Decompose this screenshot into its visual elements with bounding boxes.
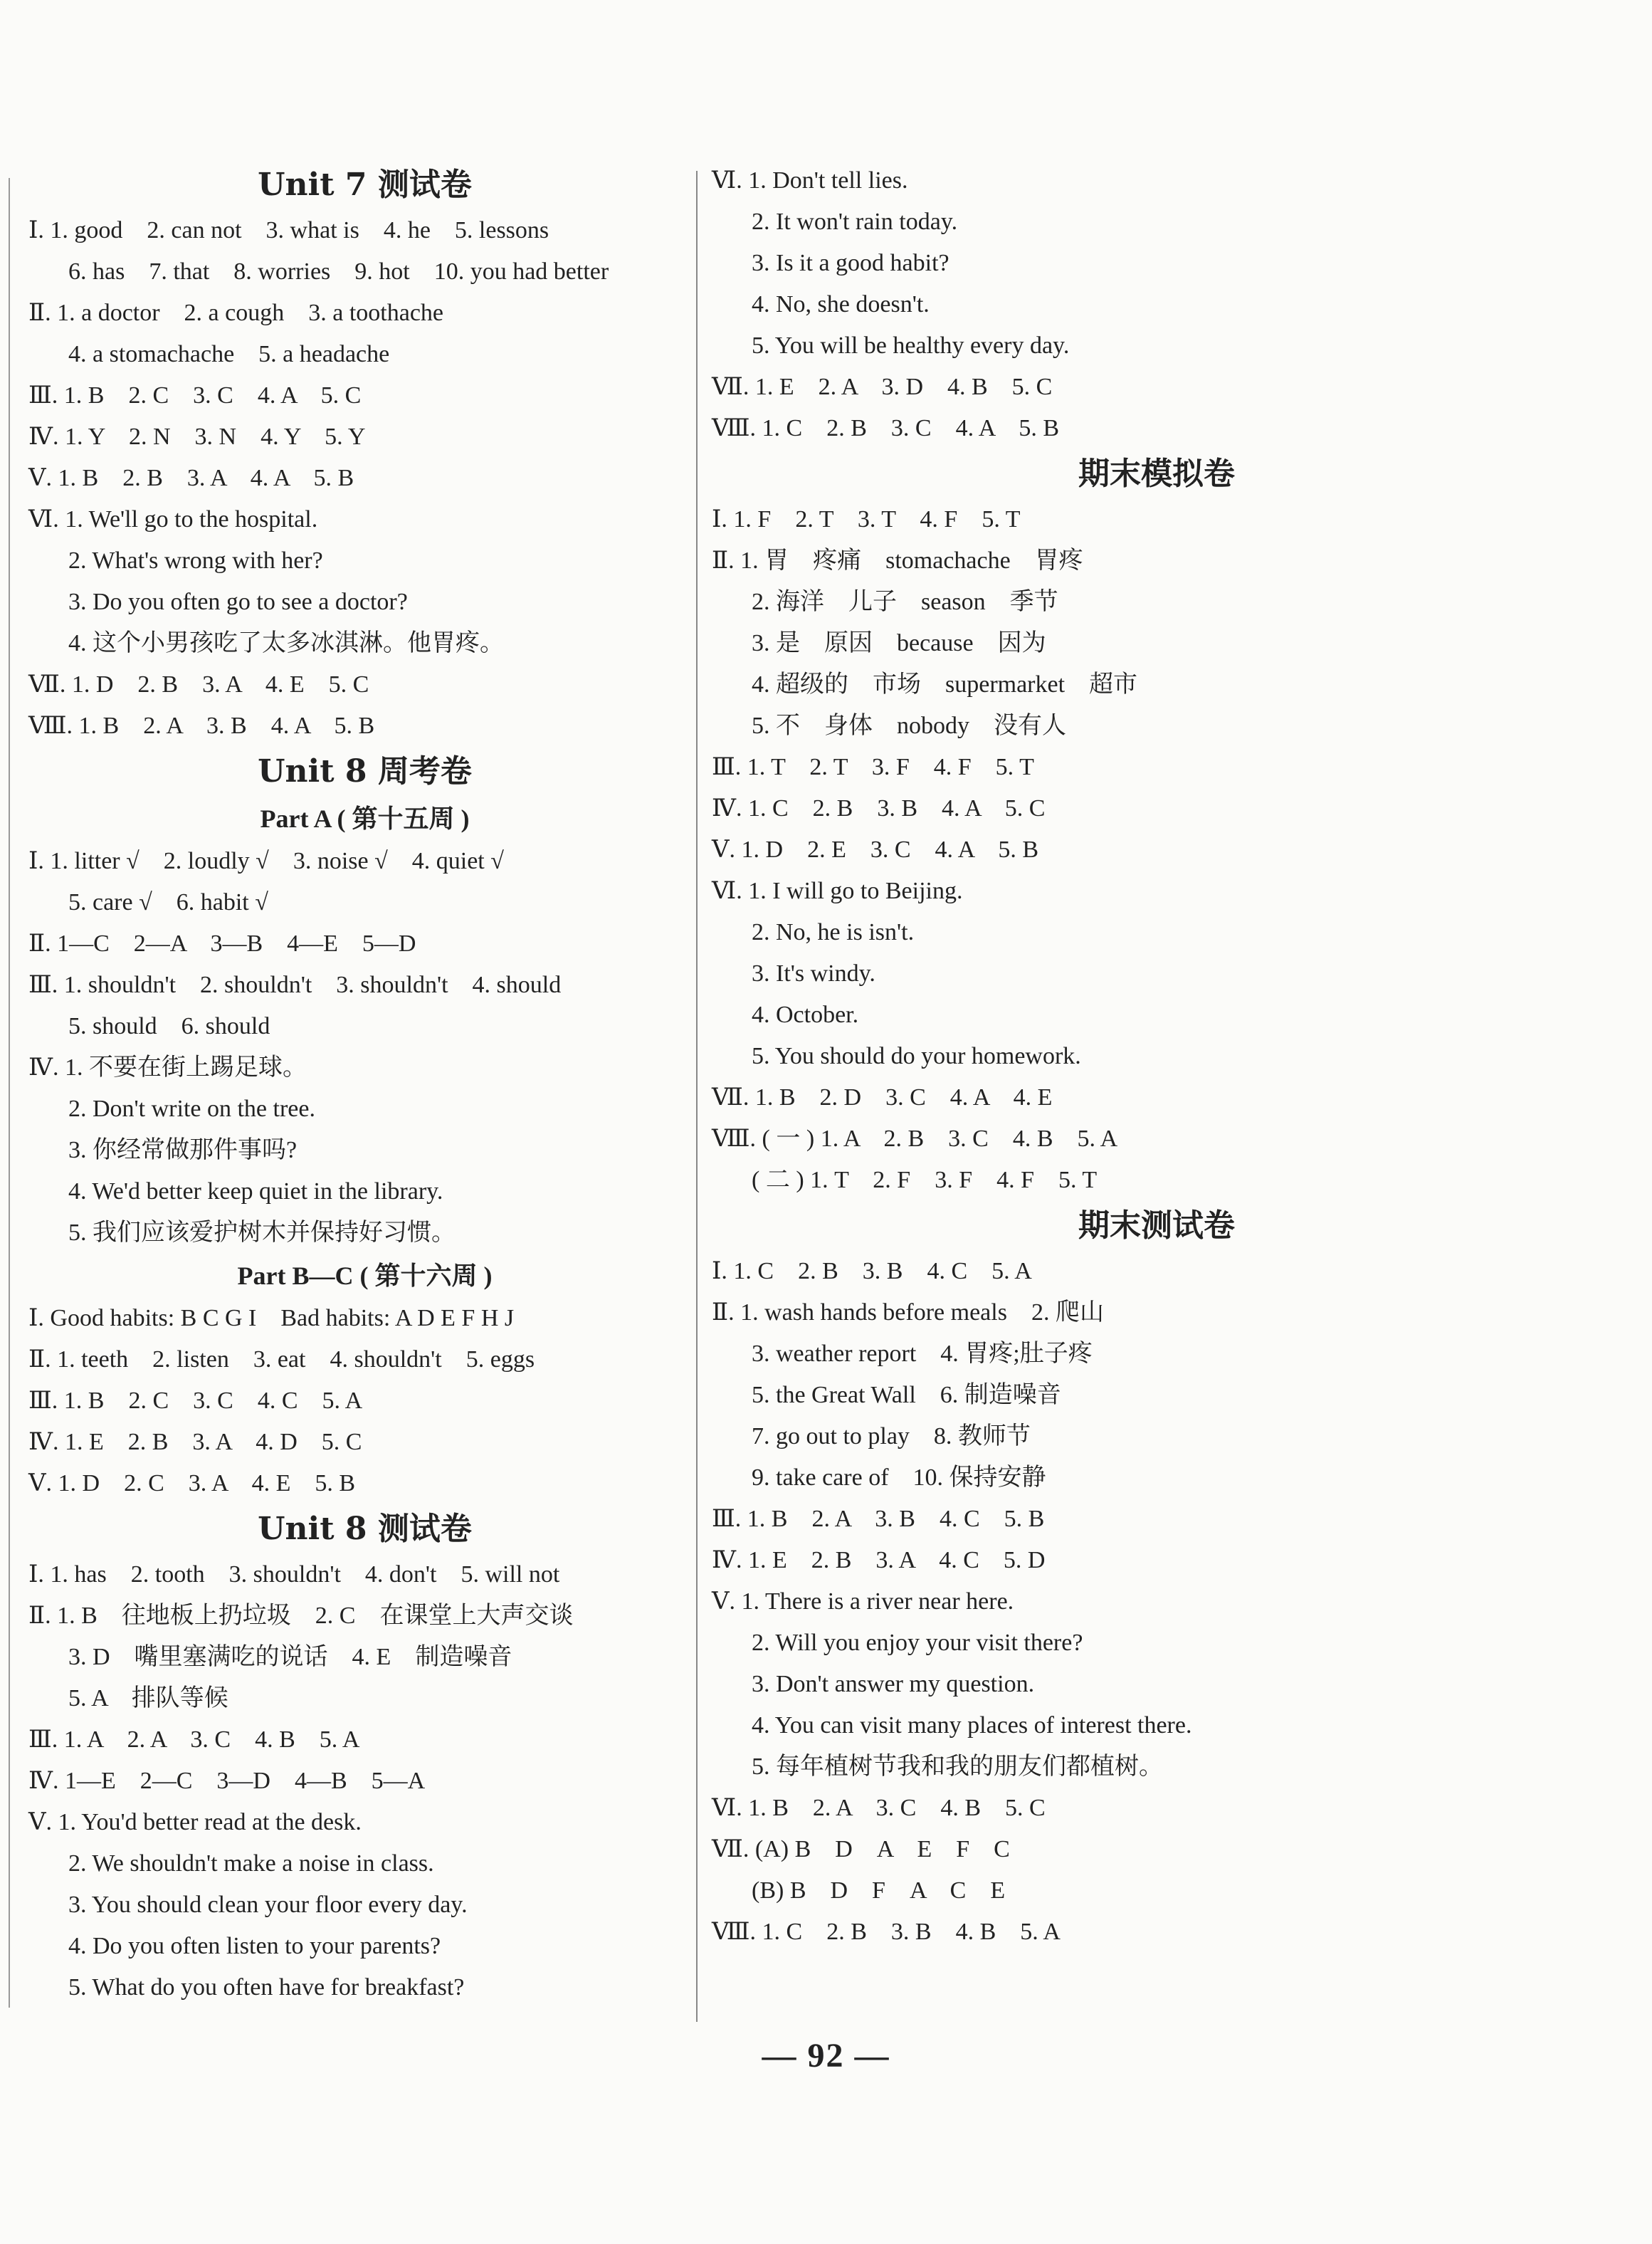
answer-line: Ⅳ. 1. E 2. B 3. A 4. D 5. C (28, 1429, 362, 1455)
answer-line: 5. care √ 6. habit √ (68, 889, 268, 916)
answer-line: Ⅲ. 1. T 2. T 3. F 4. F 5. T (712, 754, 1034, 780)
section-subtitle: Part A ( 第十五周 ) (260, 804, 470, 833)
answer-line: Ⅷ. 1. C 2. B 3. B 4. B 5. A (712, 1919, 1061, 1945)
answer-line: Ⅰ. 1. has 2. tooth 3. shouldn't 4. don't 5. will not (28, 1561, 560, 1588)
answer-line: Ⅳ. 1. C 2. B 3. B 4. A 5. C (712, 795, 1046, 822)
answer-line: 2. 海洋 儿子 season 季节 (752, 589, 1058, 615)
answer-line: 3. weather report 4. 胃疼;肚子疼 (752, 1341, 1093, 1367)
answer-line: 2. It won't rain today. (752, 209, 958, 235)
answer-line: 9. take care of 10. 保持安静 (752, 1464, 1046, 1491)
answer-line: 4. 这个小男孩吃了太多冰淇淋。他胃疼。 (68, 630, 504, 656)
answer-line: Ⅶ. (A) B D A E F C (712, 1836, 1010, 1862)
answer-line: 5. should 6. should (68, 1013, 270, 1039)
answer-line: Ⅰ. 1. litter √ 2. loudly √ 3. noise √ 4. quiet √ (28, 848, 504, 874)
answer-line: 2. We shouldn't make a noise in class. (68, 1850, 434, 1877)
answer-line: Ⅴ. 1. B 2. B 3. A 4. A 5. B (28, 465, 354, 491)
answer-line: Ⅲ. 1. B 2. C 3. C 4. A 5. C (28, 382, 362, 409)
answer-line: Ⅱ. 1. teeth 2. listen 3. eat 4. shouldn't 5. eggs (28, 1346, 535, 1373)
answer-line: Ⅳ. 1. Y 2. N 3. N 4. Y 5. Y (28, 424, 366, 450)
section-title: Unit 7 测试卷 (258, 167, 472, 203)
answer-line: 4. No, she doesn't. (752, 291, 930, 318)
answer-line: 5. What do you often have for breakfast? (68, 1974, 465, 2001)
answer-line: 6. has 7. that 8. worries 9. hot 10. you had better (68, 258, 609, 285)
answer-line: 5. You should do your homework. (752, 1043, 1081, 1069)
answer-line: 4. We'd better keep quiet in the library. (68, 1178, 443, 1205)
section-subtitle: Part B—C ( 第十六周 ) (237, 1262, 493, 1290)
answer-line: Ⅲ. 1. B 2. C 3. C 4. C 5. A (28, 1388, 363, 1414)
answer-line: Ⅷ. 1. C 2. B 3. C 4. A 5. B (712, 415, 1060, 441)
section-title: Unit 8 周考卷 (258, 753, 472, 790)
page-number: — 92 — (762, 2037, 890, 2075)
answer-line: 3. Is it a good habit? (752, 250, 949, 276)
answer-line: Ⅴ. 1. There is a river near here. (712, 1588, 1014, 1615)
answer-line: Ⅴ. 1. D 2. C 3. A 4. E 5. B (28, 1470, 356, 1496)
answer-line: 3. You should clean your floor every day. (68, 1892, 468, 1918)
answer-line: Ⅱ. 1. a doctor 2. a cough 3. a toothache (28, 300, 443, 326)
answer-line: Ⅵ. 1. B 2. A 3. C 4. B 5. C (712, 1795, 1046, 1821)
answer-line: Ⅲ. 1. A 2. A 3. C 4. B 5. A (28, 1726, 360, 1753)
answer-line: Ⅵ. 1. Don't tell lies. (712, 167, 908, 194)
answer-line: Ⅳ. 1. 不要在街上踢足球。 (28, 1054, 307, 1081)
answer-line: 4. 超级的 市场 supermarket 超市 (752, 671, 1138, 698)
answer-line: Ⅳ. 1—E 2—C 3—D 4—B 5—A (28, 1768, 426, 1794)
answer-line: 7. go out to play 8. 教师节 (752, 1423, 1031, 1449)
answer-line: 4. Do you often listen to your parents? (68, 1933, 441, 1959)
answer-line: Ⅵ. 1. I will go to Beijing. (712, 878, 963, 904)
answer-line: Ⅵ. 1. We'll go to the hospital. (28, 506, 318, 533)
answer-line: 5. 不 身体 nobody 没有人 (752, 713, 1066, 739)
answer-line: Ⅷ. 1. B 2. A 3. B 4. A 5. B (28, 713, 375, 739)
answer-line: (B) B D F A C E (752, 1877, 1006, 1904)
answer-line: Ⅱ. 1. wash hands before meals 2. 爬山 (712, 1299, 1104, 1326)
answer-line: 3. D 嘴里塞满吃的说话 4. E 制造噪音 (68, 1644, 512, 1670)
section-title: 期末模拟卷 (1078, 456, 1235, 492)
left-margin-rule (9, 178, 10, 2008)
answer-line: Ⅶ. 1. E 2. A 3. D 4. B 5. C (712, 374, 1053, 400)
answer-line: 2. What's wrong with her? (68, 547, 323, 574)
answer-line: 4. October. (752, 1002, 859, 1028)
answer-line: 3. 你经常做那件事吗? (68, 1137, 298, 1163)
answer-line: 4. You can visit many places of interest there. (752, 1712, 1192, 1739)
answer-line: 3. 是 原因 because 因为 (752, 630, 1046, 656)
answer-line: 2. Don't write on the tree. (68, 1096, 315, 1122)
answer-line: Ⅳ. 1. E 2. B 3. A 4. C 5. D (712, 1547, 1046, 1573)
answer-line: Ⅱ. 1. 胃 疼痛 stomachache 胃疼 (712, 547, 1083, 574)
answer-line: Ⅰ. 1. F 2. T 3. T 4. F 5. T (712, 506, 1021, 533)
section-title: 期末测试卷 (1078, 1207, 1235, 1244)
answer-line: Ⅰ. 1. C 2. B 3. B 4. C 5. A (712, 1258, 1032, 1284)
answer-line: 3. It's windy. (752, 960, 875, 987)
answer-line: 5. You will be healthy every day. (752, 332, 1070, 359)
answer-line: 2. No, he is isn't. (752, 919, 915, 945)
answer-line: Ⅶ. 1. D 2. B 3. A 4. E 5. C (28, 671, 369, 698)
answer-column-right (712, 160, 1601, 1953)
answer-line: Ⅴ. 1. You'd better read at the desk. (28, 1809, 362, 1835)
answer-line: Ⅱ. 1. B 往地板上扔垃圾 2. C 在课堂上大声交谈 (28, 1603, 574, 1629)
answer-line: Ⅷ. ( 一 ) 1. A 2. B 3. C 4. B 5. A (712, 1126, 1118, 1152)
answer-line: 5. A 排队等候 (68, 1685, 228, 1711)
answer-line: Ⅰ. Good habits: B C G I Bad habits: A D E F H J (28, 1305, 515, 1331)
answer-line: 5. the Great Wall 6. 制造噪音 (752, 1382, 1061, 1408)
answer-line: 3. Do you often go to see a doctor? (68, 589, 408, 615)
answer-line: ( 二 ) 1. T 2. F 3. F 4. F 5. T (752, 1167, 1098, 1193)
answer-line: 5. 每年植树节我和我的朋友们都植树。 (752, 1753, 1163, 1780)
answer-line: Ⅲ. 1. shouldn't 2. shouldn't 3. shouldn't 4. should (28, 972, 562, 998)
answer-line: Ⅶ. 1. B 2. D 3. C 4. A 4. E (712, 1084, 1053, 1111)
answer-line: 4. a stomachache 5. a headache (68, 341, 390, 367)
answer-line: Ⅰ. 1. good 2. can not 3. what is 4. he 5. lessons (28, 217, 549, 243)
section-title: Unit 8 测试卷 (258, 1511, 472, 1547)
answer-line: Ⅱ. 1—C 2—A 3—B 4—E 5—D (28, 930, 416, 957)
answer-line: 5. 我们应该爱护树木并保持好习惯。 (68, 1220, 456, 1246)
answer-line: 3. Don't answer my question. (752, 1671, 1035, 1697)
answer-line: Ⅲ. 1. B 2. A 3. B 4. C 5. B (712, 1506, 1045, 1532)
answer-line: Ⅴ. 1. D 2. E 3. C 4. A 5. B (712, 837, 1039, 863)
answer-line: 2. Will you enjoy your visit there? (752, 1630, 1083, 1656)
answer-column-left (28, 160, 701, 2008)
